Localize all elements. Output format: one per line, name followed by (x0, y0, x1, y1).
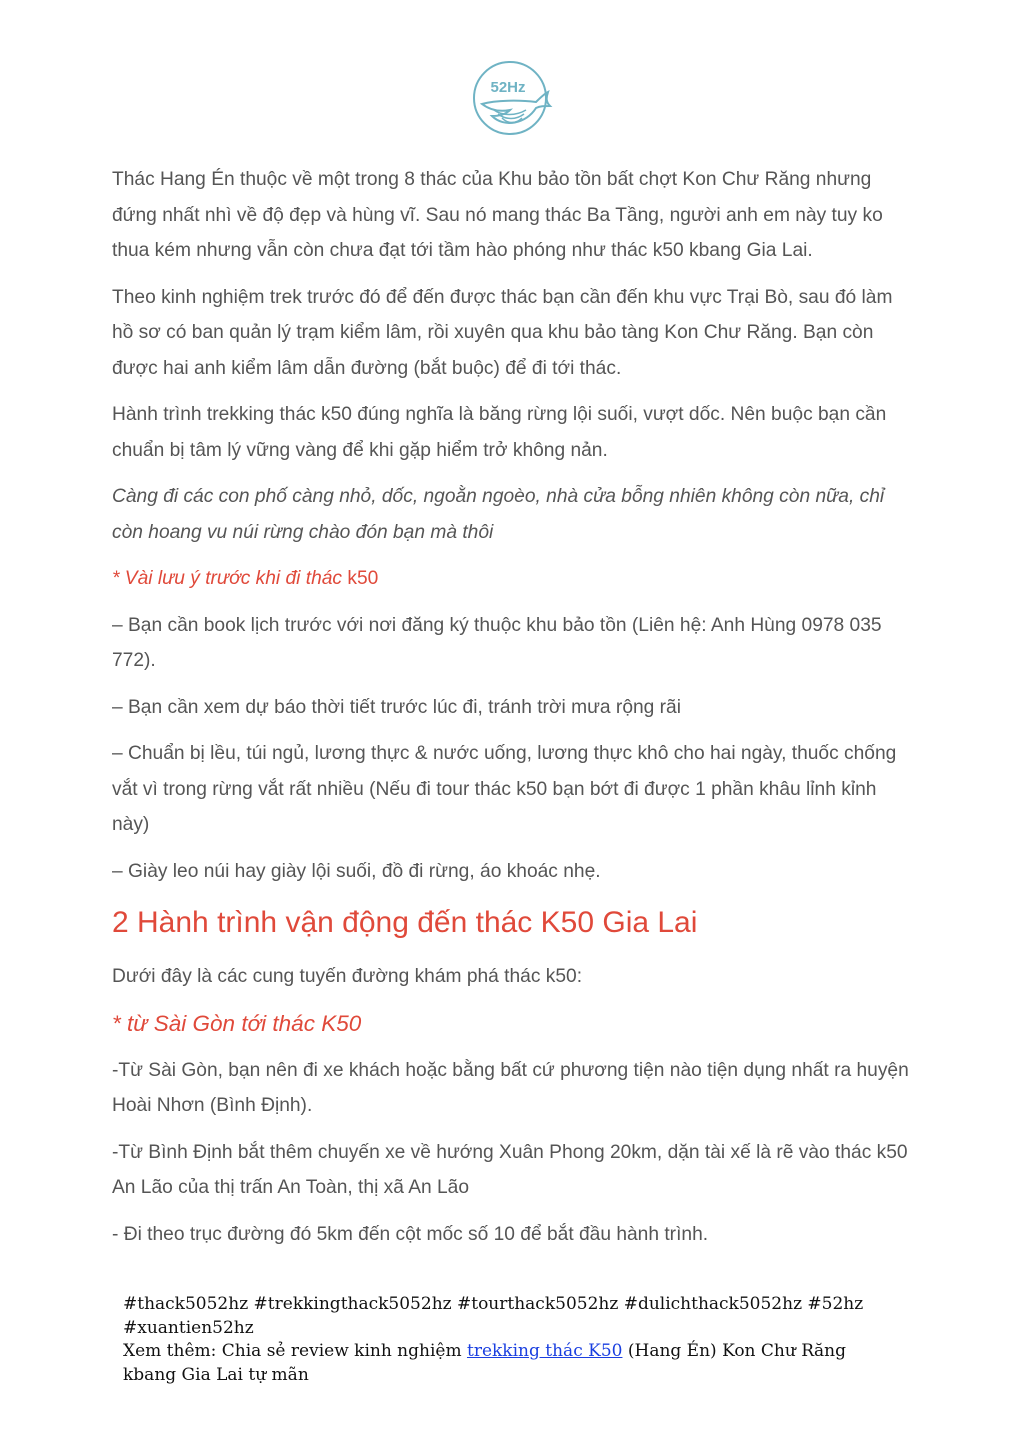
notes-heading-italic: * Vài lưu ý trước khi đi thác (112, 568, 343, 589)
hashtags: #thack5052hz #trekkingthack5052hz #tourthack5052hz #dulichthack5052hz #52hz #xuantien52hz (123, 1294, 864, 1338)
tip-item: – Chuẩn bị lều, túi ngủ, lương thực & nước uống, lương thực khô cho hai ngày, thuốc chống vắt vì trong rừng vắt rất nhiều (Nếu đi tour thác k50 bạn bớt đi được 1 phần khâu lỉnh kỉnh này) (112, 743, 897, 835)
notes-heading (112, 561, 912, 597)
brand-logo (470, 58, 554, 144)
paragraph-quote: Càng đi các con phố càng nhỏ, dốc, ngoằn ngoèo, nhà cửa bỗng nhiên không còn nữa, chỉ còn hoang vu núi rừng chào đón bạn mà thôi (112, 486, 885, 543)
see-more-suffix: (Hang Én) Kon Chư Răng kbang Gia Lai tự mãn (123, 1341, 846, 1385)
paragraph-journey: Hành trình trekking thác k50 đúng nghĩa là băng rừng lội suối, vượt dốc. Nên buộc bạn cần chuẩn bị tâm lý vững vàng để khi gặp hiểm trở không nản. (112, 404, 887, 461)
see-more-line (123, 1340, 903, 1387)
route-step: -Từ Bình Định bắt thêm chuyến xe về hướng Xuân Phong 20km, dặn tài xế là rẽ vào thác k50 An Lão của thị trấn An Toàn, thị xã An Lão (112, 1141, 908, 1198)
tip-item: – Giày leo núi hay giày lội suối, đồ đi rừng, áo khoác nhẹ. (112, 860, 601, 882)
tip-item: – Bạn cần book lịch trước với nơi đăng ký thuộc khu bảo tồn (Liên hệ: Anh Hùng 0978 035 772). (112, 614, 882, 671)
section-heading: 2 Hành trình vận động đến thác K50 Gia Lai (112, 906, 698, 939)
logo-text: 52Hz (490, 79, 526, 96)
tip-item: – Bạn cần xem dự báo thời tiết trước lúc đi, tránh trời mưa rộng rãi (112, 696, 681, 718)
see-more-prefix: Xem thêm: Chia sẻ review kinh nghiệm (123, 1341, 467, 1361)
route-step: - Đi theo trục đường đó 5km đến cột mốc số 10 để bắt đầu hành trình. (112, 1223, 709, 1245)
article-body (112, 162, 912, 1263)
whale-logo-icon (470, 58, 554, 144)
notes-heading-tail: k50 (342, 568, 379, 589)
paragraph-intro: Thác Hang Én thuộc về một trong 8 thác của Khu bảo tồn bất chợt Kon Chư Răng nhưng đứng nhất nhì về độ đẹp và hùng vĩ. Sau nó mang thác Ba Tầng, người anh em này tuy ko thua kém nhưng vẫn còn chưa đạt tới tầm hào phóng như thác k50 kbang Gia Lai. (112, 169, 883, 261)
trekking-k50-link[interactable]: trekking thác K50 (466, 1341, 623, 1361)
paragraph-experience: Theo kinh nghiệm trek trước đó để đến được thác bạn cần đến khu vực Trại Bò, sau đó làm hồ sơ có ban quản lý trạm kiểm lâm, rồi xuyên qua khu bảo tàng Kon Chư Răng. Bạn còn được hai anh kiểm lâm dẫn đường (bắt buộc) để đi tới thác. (112, 286, 893, 379)
route-step: -Từ Sài Gòn, bạn nên đi xe khách hoặc bằng bất cứ phương tiện nào tiện dụng nhất ra huyện Hoài Nhơn (Bình Định). (112, 1059, 909, 1116)
subsection-heading: * từ Sài Gòn tới thác K50 (112, 1010, 362, 1036)
footer-block (123, 1293, 903, 1387)
section-intro: Dưới đây là các cung tuyến đường khám phá thác k50: (112, 966, 583, 987)
